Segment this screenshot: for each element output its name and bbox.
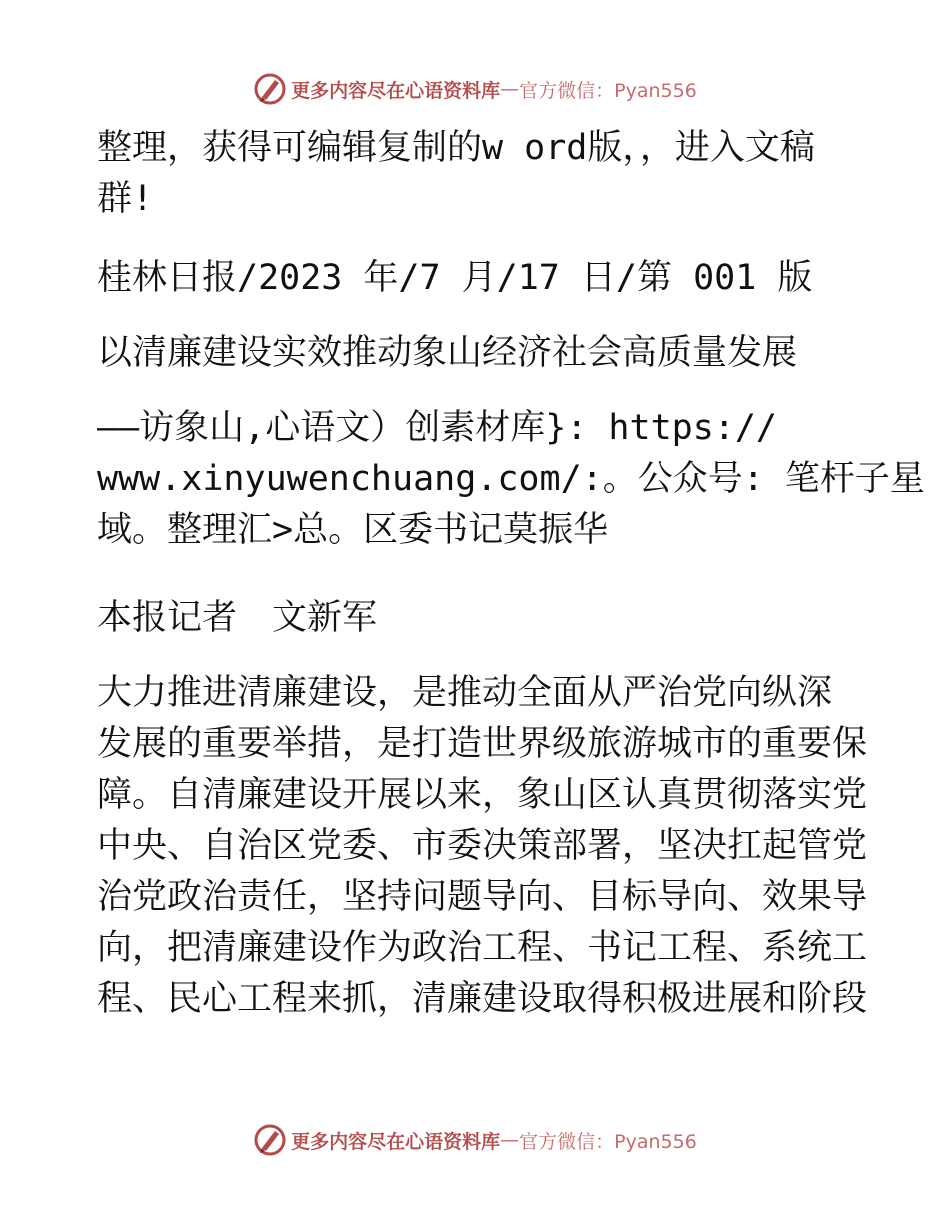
body-line: 中央、自治区党委、市委决策部署，坚决扛起管党 [97,826,868,866]
byline [97,593,857,644]
watermark-text: 更多内容尽在心语资料库 [291,1130,501,1153]
byline-text: 本报记者 文新军 [97,598,378,638]
headline-text: 以清廉建设实效推动象山经济社会高质量发展 [97,333,798,373]
dateline-text: 桂林日报/2023 年/7 月/17 日/第 001 版 [97,258,813,298]
body-line: 向，把清廉建设作为政治工程、书记工程、系统工 [97,928,868,968]
watermark-separator: — [500,78,520,100]
body-line: 大力推进清廉建设，是推动全面从严治党向纵深 [97,673,833,713]
body-paragraph [97,668,868,1025]
subtitle-line: www.xinyuwenchuang.com/:。公众号: 笔杆子星 [97,459,925,499]
watermark-separator: — [500,1129,520,1151]
subtitle-line: 域。整理汇>总。区委书记莫振华 [97,510,609,550]
watermark-text: 更多内容尽在心语资料库 [291,79,501,102]
intro-paragraph [97,123,857,225]
watermark-wechat: 官方微信：Pyan556 [519,1130,697,1153]
brush-logo-icon [253,1123,287,1157]
watermark-wechat: 官方微信：Pyan556 [519,79,697,102]
intro-line: 整理，获得可编辑复制的w ord版，，进入文稿 [97,128,815,168]
subtitle-line: ——访象山,心语文）创素材库}: https:// [97,408,778,448]
dateline [97,253,857,304]
body-line: 发展的重要举措，是打造世界级旅游城市的重要保 [97,724,868,764]
body-line: 治党政治责任，坚持问题导向、目标导向、效果导 [97,877,868,917]
intro-line: 群! [97,179,154,219]
body-line: 障。自清廉建设开展以来，象山区认真贯彻落实党 [97,775,868,815]
watermark-footer [0,1122,950,1158]
subtitle [97,403,925,556]
headline [97,328,857,379]
body-line: 程、民心工程来抓，清廉建设取得积极进展和阶段 [97,979,868,1019]
